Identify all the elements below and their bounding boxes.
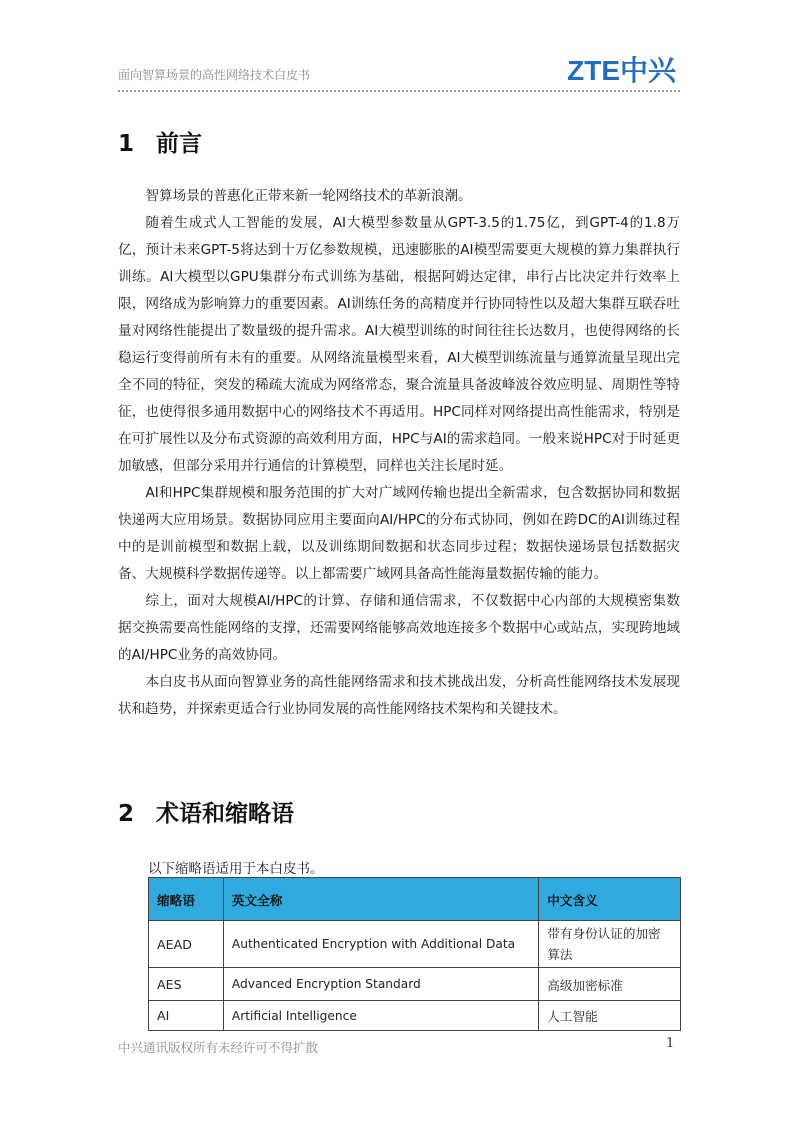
table-row [149,1001,681,1031]
column-header-chinese: 中文含义 [539,878,681,921]
header-title: 面向智算场景的高性网络技术白皮书 [118,68,311,82]
cell-english: Artificial Intelligence [223,1001,538,1031]
table-row [149,968,681,1001]
cell-abbr: AES [149,968,224,1001]
cell-english: Authenticated Encryption with Additional Data [223,921,538,968]
section-2-number: 2 [118,801,135,827]
table-caption: 以下缩略语适用于本白皮书。 [148,861,324,877]
column-header-abbr: 缩略语 [149,878,224,921]
cell-abbr: AI [149,1001,224,1031]
page-number: 1 [666,1036,675,1051]
page-header [118,56,680,92]
paragraph: 智算场景的普惠化正带来新一轮网络技术的革新浪潮。 [145,188,472,204]
zte-logo: ZTE中兴 [567,55,676,86]
table-row [149,921,681,968]
section-1-heading [118,125,202,158]
cell-chinese: 人工智能 [539,1001,681,1031]
section-2-heading [118,795,294,828]
column-header-english: 英文全称 [223,878,538,921]
section-1-number: 1 [118,131,135,157]
paragraph: 本白皮书从面向智算业务的高性能网络需求和技术挑战出发，分析高性能网络技术发展现状和趋势，并探索更适合行业协同发展的高性能网络技术架构和关键技术。 [118,674,680,717]
paragraph: AI和HPC集群规模和服务范围的扩大对广域网传输也提出全新需求，包含数据协同和数据快递两大应用场景。数据协同应用主要面向AI/HPC的分布式协同，例如在跨DC的AI训练过程中的是训前模型和数据上载，以及训练期间数据和状态同步过程；数据快递场景包括数据灾备、大规模科学数据传递等。以上都需要广域网具备高性能海量数据传输的能力。 [118,485,680,582]
cell-english: Advanced Encryption Standard [223,968,538,1001]
section-1-body [118,183,680,723]
section-2-title: 术语和缩略语 [156,801,294,827]
table-header-row [149,878,681,921]
footer-copyright: 中兴通讯版权所有未经许可不得扩散 [118,1040,319,1055]
paragraph: 随着生成式人工智能的发展，AI大模型参数量从GPT-3.5的1.75亿，到GPT-4的1.8万亿，预计未来GPT-5将达到十万亿参数规模，迅速膨胀的AI模型需要更大规模的算力集群执行训练。AI大模型以GPU集群分布式训练为基础，根据阿姆达定律，串行占比决定并行效率上限，网络成为影响算力的重要因素。AI训练任务的高精度并行协同特性以及超大集群互联吞吐量对网络性能提出了数量级的提升需求。AI大模型训练的时间往往长达数月，也使得网络的长稳运行变得前所有未有的重要。从网络流量模型来看，AI大模型训练流量与通算流量呈现出完全不同的特征，突发的稀疏大流成为网络常态，聚合流量具备波峰波谷效应明显、周期性等特征，也使得很多通用数据中心的网络技术不再适用。HPC同样对网络提出高性能需求，特别是在可扩展性以及分布式资源的高效利用方面，HPC与AI的需求趋同。一般来说HPC对于时延更加敏感，但部分采用并行通信的计算模型，同样也关注长尾时延。 [118,215,680,474]
paragraph: 综上，面对大规模AI/HPC的计算、存储和通信需求，不仅数据中心内部的大规模密集数据交换需要高性能网络的支撑，还需要网络能够高效地连接多个数据中心或站点，实现跨地域的AI/HPC业务的高效协同。 [118,593,680,663]
section-1-title: 前言 [156,131,202,157]
cell-chinese: 高级加密标准 [539,968,681,1001]
cell-abbr: AEAD [149,921,224,968]
abbreviation-table [148,877,681,1031]
cell-chinese: 带有身份认证的加密算法 [539,921,681,968]
